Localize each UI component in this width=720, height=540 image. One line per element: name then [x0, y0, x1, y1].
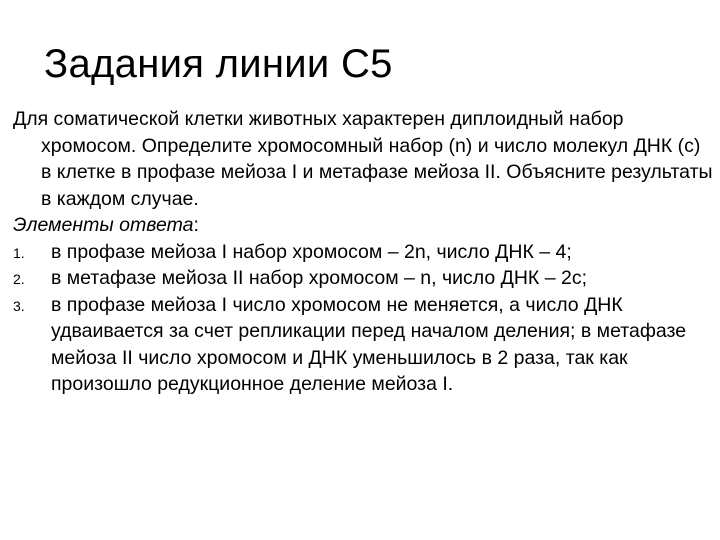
answers-heading-colon: :	[193, 214, 199, 236]
answer-number: 3.	[13, 297, 25, 314]
answers-heading-label: Элементы ответа	[13, 214, 194, 236]
answer-item-2	[13, 265, 713, 292]
slide-title: Задания линии С5	[44, 42, 393, 86]
answer-text: в профазе мейоза I набор хромосом – 2n, число ДНК – 4;	[51, 240, 572, 263]
answer-item-1	[13, 239, 713, 266]
answer-item-3	[13, 292, 713, 398]
question-text: Для соматической клетки животных характерен диплоидный набор хромосом. Определите хромосомный набор (n) и число молекул ДНК (с) в клетке в профазе мейоза I и метафазе мейоза II. Объясните результаты в каждом случае.	[13, 108, 713, 210]
answer-text: в профазе мейоза I число хромосом не меняется, а число ДНК удваивается за счет репликации перед началом деления; в метафазе мейоза II число хромосом и ДНК уменьшилось в 2 раза, так как произошло редукционное деление мейоза I.	[51, 293, 687, 395]
answer-number: 1.	[13, 244, 25, 261]
answer-list	[13, 239, 713, 398]
answer-text: в метафазе мейоза II набор хромосом – n, число ДНК – 2c;	[51, 267, 587, 289]
answers-heading	[13, 212, 713, 239]
slide-body	[13, 106, 713, 398]
answer-number: 2.	[13, 271, 25, 287]
